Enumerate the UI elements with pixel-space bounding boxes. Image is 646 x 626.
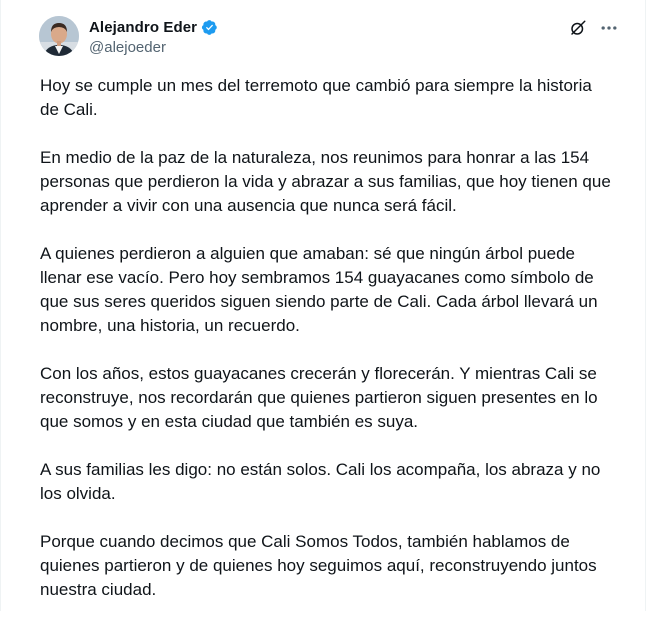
grok-icon[interactable] [569,19,587,37]
avatar[interactable] [39,16,79,56]
tweet-header [39,14,619,62]
tweet-paragraph: Hoy se cumple un mes del terremoto que cambió para siempre la historia de Cali. [40,76,592,119]
tweet-paragraph: A sus familias les digo: no están solos. Cali los acompaña, los abraza y no los olvida. [40,460,601,503]
author-display-name[interactable]: Alejandro Eder [89,18,198,36]
tweet-actions [569,18,619,38]
tweet-paragraph: Con los años, estos guayacanes crecerán y florecerán. Y mientras Cali se reconstruye, nos recordarán que quienes partieron siguen presentes en lo que somos y en esta ciudad que también es suya. [40,364,598,431]
tweet-text [40,74,615,626]
verified-badge-icon[interactable] [201,19,218,36]
tweet-paragraph: En medio de la paz de la naturaleza, nos reunimos para honrar a las 154 personas que perdieron la vida y abrazar a sus familias, que hoy tienen que aprender a vivir con una ausencia que nunca será fácil. [40,148,611,215]
name-row [89,17,218,37]
author-names [89,17,218,56]
tweet-paragraph: A quienes perdieron a alguien que amaban: sé que ningún árbol puede llenar ese vacío. Pero hoy sembramos 154 guayacanes como símbolo de que sus seres queridos siguen siendo parte de Cali. Cada árbol llevará un nombre, una historia, un recuerdo. [40,244,598,335]
more-options-icon[interactable] [599,18,619,38]
tweet-paragraph: Porque cuando decimos que Cali Somos Todos, también hablamos de quienes partieron y de quienes hoy seguimos aquí, reconstruyendo juntos nuestra ciudad. [40,532,597,599]
author-handle[interactable]: @alejoeder [89,39,166,56]
